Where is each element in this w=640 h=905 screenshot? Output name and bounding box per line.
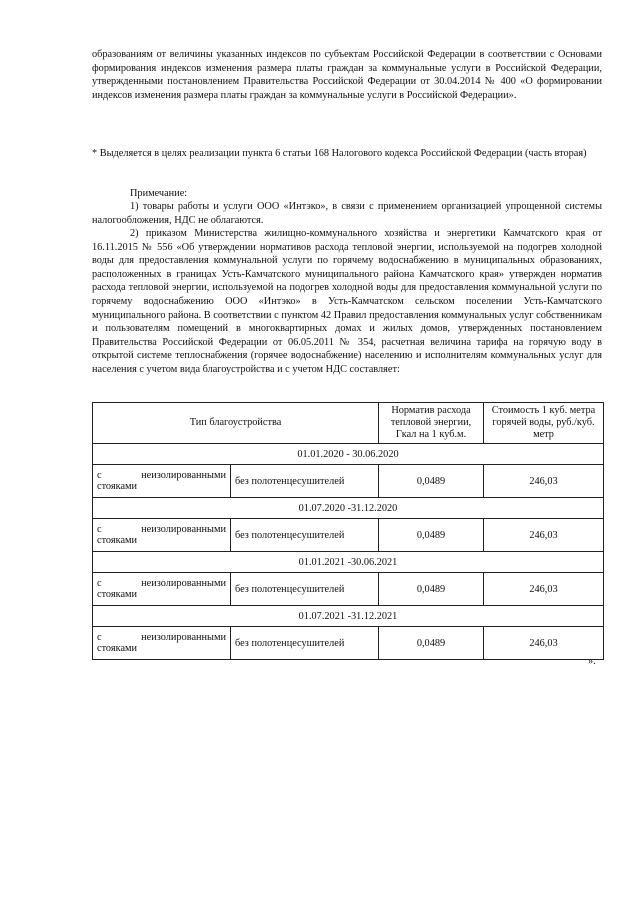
footnote: * Выделяется в целях реализации пункта 6 статьи 168 Налогового кодекса Российской Федерации (часть вторая) [92,148,587,159]
table-row [93,465,604,498]
cell-norm: 0,0489 [379,519,484,552]
cell-cost: 246,03 [484,465,604,498]
table-row [93,573,604,606]
cell-cost: 246,03 [484,627,604,660]
table-row [93,519,604,552]
cell-norm: 0,0489 [379,465,484,498]
header-type: Тип благоустройства [93,403,379,444]
cell-riser-type: с неизолированными стояками [93,519,231,552]
cell-riser-type: с неизолированными стояками [93,573,231,606]
closing-quote: ». [588,656,596,667]
cell-dryer: без полотенцесушителей [231,627,379,660]
table-row [93,627,604,660]
cell-norm: 0,0489 [379,627,484,660]
cell-norm: 0,0489 [379,573,484,606]
tariff-table [92,402,604,660]
table-header-row [93,403,604,444]
period-label: 01.01.2021 -30.06.2021 [93,552,604,573]
header-cost: Стоимость 1 куб. метра горячей воды, руб./куб. метр [484,403,604,444]
period-label: 01.07.2021 -31.12.2021 [93,606,604,627]
period-row [93,444,604,465]
cell-dryer: без полотенцесушителей [231,465,379,498]
note-item-1: 1) товары работы и услуги ООО «Интэко», в связи с применением организацией упрощенной системы налогообложения, НДС не облагаются. [92,201,602,226]
cell-dryer: без полотенцесушителей [231,519,379,552]
note-title: Примечание: [130,188,188,199]
header-norm: Норматив расхода тепловой энергии, Гкал на 1 куб.м. [379,403,484,444]
cell-cost: 246,03 [484,519,604,552]
cell-riser-type: с неизолированными стояками [93,627,231,660]
cell-cost: 246,03 [484,573,604,606]
period-row [93,552,604,573]
cell-riser-type: с неизолированными стояками [93,465,231,498]
period-label: 01.07.2020 -31.12.2020 [93,498,604,519]
paragraph-continuation: образованиям от величины указанных индексов по субъектам Российской Федерации в соответствии с Основами формирования индексов изменения размера платы граждан за коммунальные услуги в Российской Федерации, утвержденными постановлением Правительства Российской Федерации от 30.04.2014 № 400 «О формировании индексов изменения размера платы граждан за коммунальные услуги в Российской Федерации». [92,49,602,101]
note-item-2: 2) приказом Министерства жилищно-коммунального хозяйства и энергетики Камчатского края от 16.11.2015 № 556 «Об утверждении нормативов расхода тепловой энергии, используемой на подогрев холодной воды для предоставления коммунальной услуги по горячему водоснабжению в муниципальных образованиях, расположенных в границах Усть-Камчатского муниципального района Камчатского края» утвержден норматив расхода тепловой энергии, используемой на подогрев холодной воды для предоставления коммунальной услуги по горячему водоснабжению ООО «Интэко» в Усть-Камчатском сельском поселении Усть-Камчатского муниципального района. В соответствии с пунктом 42 Правил предоставления коммунальных услуг собственникам и пользователям помещений в многоквартирных домах и жилых домов, утвержденных постановлением Правительства Российской Федерации от 06.05.2011 № 354, расчетная величина тарифа на горячую воду в открытой системе теплоснабжения (горячее водоснабжение) населению и исполнителям коммунальных услуг для населения с учетом вида благоустройства и с учетом НДС составляет: [92,228,602,375]
cell-dryer: без полотенцесушителей [231,573,379,606]
period-row [93,606,604,627]
period-label: 01.01.2020 - 30.06.2020 [93,444,604,465]
period-row [93,498,604,519]
